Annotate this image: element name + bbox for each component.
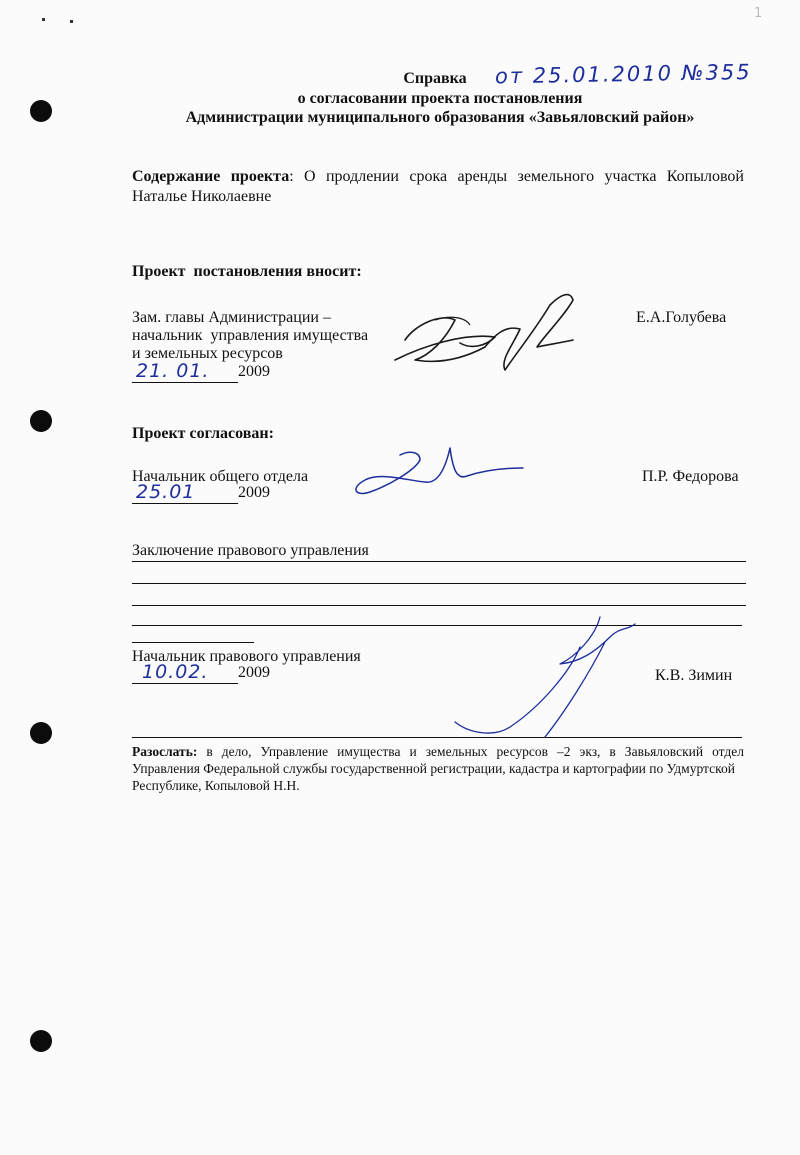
submitter-signature: [375, 285, 575, 395]
legal-signature: [450, 612, 640, 742]
conclusion-line: [132, 625, 742, 626]
document-title: Справка: [403, 70, 467, 87]
handwritten-reference: от 25.01.2010 №355: [494, 59, 752, 89]
distribution-text: Управления Федеральной службы государственной регистрации, кадастра и картографии по Удмуртской: [132, 761, 735, 776]
distribution-line: [132, 743, 744, 760]
approval-year: 2009: [238, 484, 270, 501]
submitter-position: Зам. главы Администрации –: [132, 309, 331, 326]
distribution-divider: [132, 737, 742, 738]
submitter-year: 2009: [238, 363, 270, 380]
submitter-heading: Проект постановления вносит:: [132, 263, 362, 280]
conclusion-line: [132, 583, 746, 584]
legal-date: 10.02.: [142, 661, 209, 683]
submitter-position: и земельных ресурсов: [132, 345, 283, 362]
signature-line: [132, 642, 254, 643]
legal-conclusion-label: Заключение правового управления: [132, 542, 369, 559]
submitter-date: 21. 01.: [136, 360, 210, 382]
approval-position: Начальник общего отдела: [132, 468, 309, 485]
punch-hole: [30, 410, 52, 432]
content-label: Содержание проекта: [132, 168, 290, 185]
conclusion-line: [132, 605, 746, 606]
legal-year: 2009: [238, 664, 270, 681]
approval-signature: [345, 440, 525, 510]
submitter-name: Е.А.Голубева: [636, 309, 727, 326]
approval-name: П.Р. Федорова: [642, 468, 739, 485]
submitter-position: начальник управления имущества: [132, 327, 369, 344]
distribution-text: Республике, Копыловой Н.Н.: [132, 778, 300, 793]
document-subtitle: о согласовании проекта постановления: [297, 90, 583, 107]
distribution-label: Разослать:: [132, 744, 198, 759]
punch-hole: [30, 100, 52, 122]
content-line: [132, 167, 744, 187]
conclusion-line: [132, 561, 746, 562]
scan-speck: [42, 18, 45, 21]
corner-mark: 1: [754, 6, 763, 21]
date-underline: [132, 503, 238, 504]
punch-hole: [30, 1030, 52, 1052]
content-text: : О продлении срока аренды земельного участка Копыловой: [289, 168, 744, 185]
punch-hole: [30, 722, 52, 744]
date-underline: [132, 683, 238, 684]
legal-position: Начальник правового управления: [132, 648, 361, 665]
scan-speck: [70, 20, 73, 23]
content-text: Наталье Николаевне: [132, 188, 272, 205]
document-subtitle: Администрации муниципального образования «Завьяловский район»: [185, 109, 695, 126]
approval-date: 25.01: [136, 481, 196, 503]
date-underline: [132, 382, 238, 383]
legal-name: К.В. Зимин: [655, 667, 733, 684]
distribution-text: в дело, Управление имущества и земельных ресурсов –2 экз, в Завьяловский отдел: [197, 744, 744, 759]
approval-heading: Проект согласован:: [132, 425, 274, 442]
